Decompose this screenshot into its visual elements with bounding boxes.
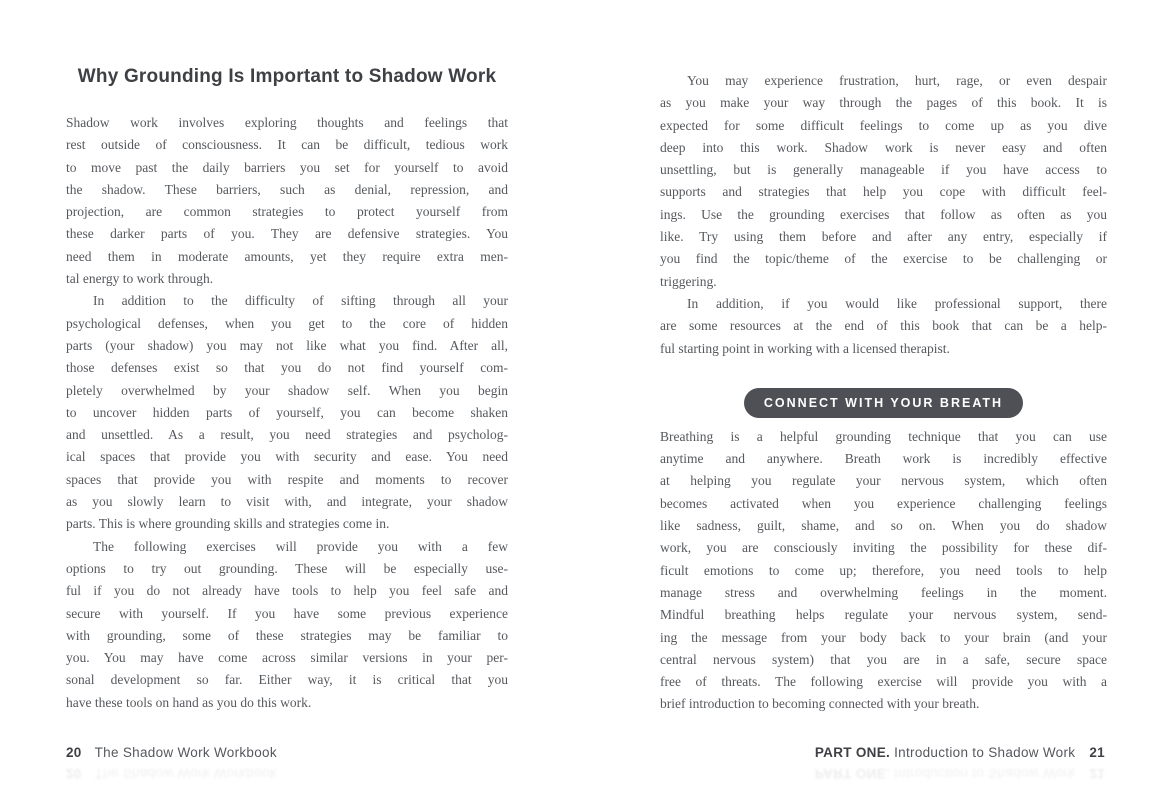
text-line: projection, are common strategies to protect yourself from	[66, 204, 508, 220]
text-line: rest outside of consciousness. It can be difficult, tedious work	[66, 137, 508, 153]
text-line: ful if you do not already have tools to help you feel safe and	[66, 583, 508, 599]
text-line: In addition to the difficulty of sifting through all your	[93, 293, 508, 309]
text-line: are some resources at the end of this book that can be a help-	[660, 318, 1107, 334]
text-line: options to try out grounding. These will be especially use-	[66, 560, 508, 576]
part-title: Introduction to Shadow Work	[894, 745, 1076, 760]
text-line: with grounding, some of these strategies may be familiar to	[66, 627, 508, 643]
text-line: as you slowly learn to visit with, and integrate, your shadow	[66, 494, 508, 510]
text-line: free of threats. The following exercise will provide you with a	[660, 674, 1107, 690]
text-line: work, you are consciously inviting the possibility for these dif-	[660, 540, 1107, 556]
text-line: like. Try using them before and after any entry, especially if	[660, 229, 1107, 245]
section-heading: Why Grounding Is Important to Shadow Work	[77, 66, 497, 87]
text-line: to move past the daily barriers you set for yourself to avoid	[66, 159, 508, 175]
text-line: ficult emotions to come up; therefore, you need tools to help	[660, 562, 1107, 578]
text-line: like sadness, guilt, shame, and so on. When you do shadow	[660, 518, 1107, 534]
text-line: to uncover hidden parts of yourself, you can become shaken	[66, 404, 508, 420]
right-page	[660, 70, 1107, 716]
text-line: pletely overwhelmed by your shadow self. When you begin	[66, 382, 508, 398]
text-line: ical spaces that provide you with security and ease. You need	[66, 449, 508, 465]
text-line: ing the message from your body back to your brain (and your	[660, 629, 1107, 645]
text-line: the shadow. These barriers, such as denial, repression, and	[66, 181, 508, 197]
text-line: secure with yourself. If you have some previous experience	[66, 605, 508, 621]
text-line: Shadow work involves exploring thoughts and feelings that	[66, 115, 508, 130]
paragraph	[660, 426, 1107, 716]
paragraph	[660, 70, 1107, 293]
paragraph	[66, 112, 508, 290]
text-line: psychological defenses, when you get to the core of hidden	[66, 315, 508, 331]
text-line: have these tools on hand as you do this work.	[66, 694, 312, 710]
text-line: anytime and anywhere. Breath work is incredibly effective	[660, 451, 1107, 467]
text-line: these darker parts of you. They are defensive strategies. You	[66, 226, 508, 242]
text-line: at helping you regulate your nervous system, which often	[660, 473, 1107, 489]
text-line: parts (your shadow) you may not like what you find. After all,	[66, 337, 508, 353]
text-line: In addition, if you would like professional support, there	[687, 295, 1107, 311]
text-line: as you make your way through the pages of this book. It is	[660, 95, 1107, 111]
text-line: manage stress and overwhelming feelings in the moment.	[660, 584, 1107, 600]
left-page-number: 20	[66, 745, 82, 760]
right-page-body-bottom	[660, 426, 1107, 716]
text-line: those defenses exist so that you do not find yourself com-	[66, 360, 508, 376]
left-running-footer	[66, 745, 277, 760]
text-line: triggering.	[660, 273, 717, 289]
text-line: expected for some difficult feelings to come up as you dive	[660, 117, 1107, 133]
right-page-number: 21	[1089, 745, 1105, 760]
part-label: PART ONE.	[814, 745, 891, 760]
text-line: The following exercises will provide you with a few	[93, 538, 508, 554]
text-line: spaces that provide you with respite and moments to recover	[66, 471, 508, 487]
text-line: You may experience frustration, hurt, rage, or even despair	[687, 73, 1107, 88]
text-line: need them in moderate amounts, yet they require extra men-	[66, 248, 508, 264]
left-footer-reflection: 20 The Shadow Work Workbook	[66, 766, 277, 781]
paragraph	[66, 290, 508, 535]
text-line: unsettling, but is generally manageable if you have access to	[660, 162, 1107, 178]
text-line: Breathing is a helpful grounding technique that you can use	[660, 428, 1107, 444]
paragraph	[660, 293, 1107, 360]
section-badge-row	[660, 388, 1107, 418]
text-line: brief introduction to becoming connected with your breath.	[660, 696, 980, 712]
text-line: ings. Use the grounding exercises that follow as often as you	[660, 206, 1107, 222]
text-line: parts. This is where grounding skills and strategies come in.	[66, 516, 390, 532]
text-line: and unsettled. As a result, you need strategies and psycholog-	[66, 427, 508, 443]
section-badge: CONNECT WITH YOUR BREATH	[744, 388, 1023, 418]
text-line: becomes activated when you experience challenging feelings	[660, 495, 1107, 511]
right-page-body-top	[660, 70, 1107, 360]
text-line: ful starting point in working with a licensed therapist.	[660, 340, 950, 356]
text-line: Mindful breathing helps regulate your nervous system, send-	[660, 607, 1107, 623]
book-title: The Shadow Work Workbook	[94, 745, 277, 760]
text-line: sonal development so far. Either way, it is critical that you	[66, 672, 508, 688]
text-line: you find the topic/theme of the exercise to be challenging or	[660, 251, 1107, 267]
right-footer-reflection: PART ONE. Introduction to Shadow Work 21	[814, 766, 1105, 781]
paragraph	[66, 536, 508, 714]
text-line: central nervous system) that you are in a safe, secure space	[660, 651, 1107, 667]
text-line: deep into this work. Shadow work is never easy and often	[660, 139, 1107, 155]
text-line: tal energy to work through.	[66, 271, 214, 287]
text-line: supports and strategies that help you cope with difficult feel-	[660, 184, 1107, 200]
text-line: you. You may have come across similar versions in your per-	[66, 650, 508, 666]
left-page	[66, 64, 508, 714]
left-page-body	[66, 112, 508, 714]
right-running-footer	[815, 745, 1105, 760]
